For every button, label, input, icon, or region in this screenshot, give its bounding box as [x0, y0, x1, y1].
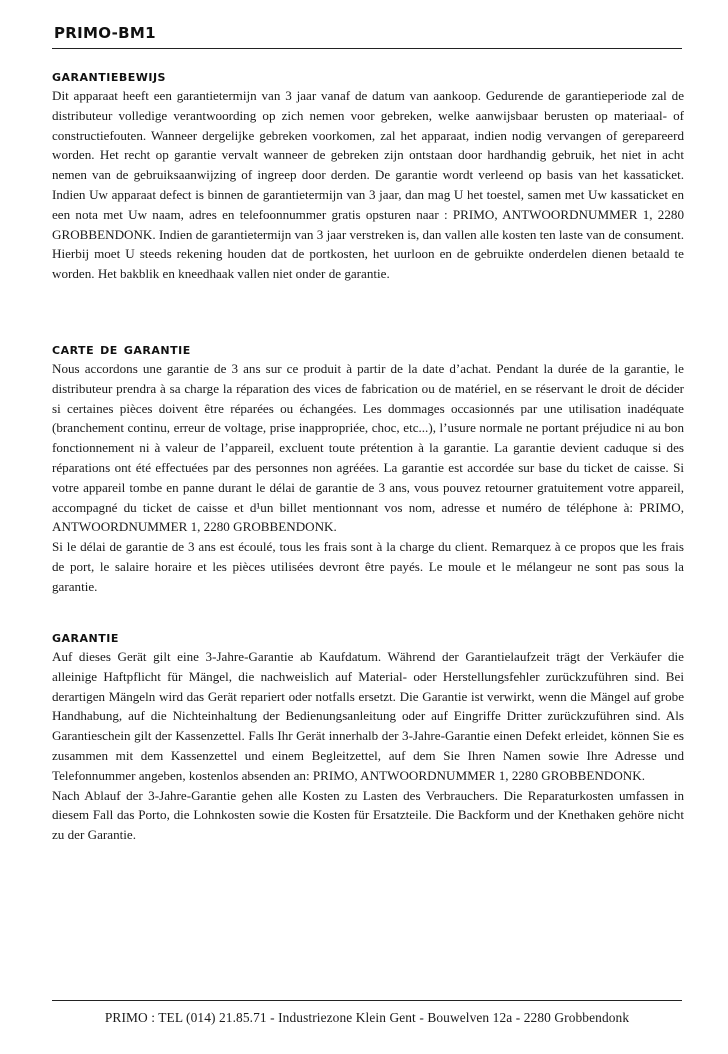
section-dutch-warranty [52, 66, 684, 284]
section-heading: carte de garantie [52, 339, 191, 358]
header-divider [52, 48, 682, 49]
section-paragraph: Dit apparaat heeft een garantietermijn van 3 jaar vanaf de datum van aankoop. Gedurende de garantieperiode zal de distributeur volledige verantwoording op zich nemen voor gebreken, welke aanwijsbaar berusten op materiaal- of constructiefouten. Wanneer dergelijke gebreken voorkomen, zal het apparaat, indien nodig vervangen of gerepareerd worden. Het recht op garantie vervalt wanneer de gebreken zijn ontstaan door hardhandig gebruik, het niet in acht nemen van de gebruiksaanwijzing of ingreep door derden. De garantie wordt verleend op basis van het kassaticket. Indien Uw apparaat defect is binnen de garantietermijn van 3 jaar, dan mag U het toestel, samen met Uw kassaticket en een nota met Uw naam, adres en telefoonnummer gratis opsturen naar : PRIMO, ANTWOORDNUMMER 1, 2280 GROBBENDONK. Indien de garantietermijn van 3 jaar verstreken is, dan vallen alle kosten ten laste van de consument. Hierbij moet U steeds rekening houden dat de portkosten, het uurloon en de gebruikte onderdelen dienen betaald te worden. Het bakblik en kneedhaak vallen niet onder de garantie. [52, 88, 684, 282]
section-heading: garantiebewijs [52, 66, 166, 85]
model-title: PRIMO-BM1 [54, 24, 156, 42]
section-german-warranty [52, 627, 684, 845]
section-paragraph: Nach Ablauf der 3-Jahre-Garantie gehen alle Kosten zu Lasten des Verbrauchers. Die Reparaturkosten umfassen in diesem Fall das Porto, die Lohnkosten sowie die Kosten für Ersatzteile. Die Backform und der Knethaken gehöre nicht zu der Garantie. [52, 787, 684, 843]
section-paragraph: Nous accordons une garantie de 3 ans sur ce produit à partir de la date d’achat. Pendant la durée de la garantie, le distributeur prendra à sa charge la réparation des vices de fabrication ou de matériel, en se réservant le droit de décider si certaines pièces doivent être réparées ou échangées. Les dommages occasionnés par une utilisation inadéquate (branchement continu, erreur de voltage, prise inappropriée, choc, etc...), l’usure normale ne portant préjudice ni au bon fonctionnement ni à valeur de l’appareil, excluent toute prétention à la garantie. La garantie devient caduque si des réparations ont été effectuées par des personnes non agréées. La garantie est accordée sur base du ticket de caisse. Si votre appareil tombe en panne durant le délai de garantie de 3 ans, vous pouvez retourner gratuitement votre appareil, accompagné du ticket de caisse et d¹un billet mentionnant vos nom, adresse et numéro de téléphone à: PRIMO, ANTWOORDNUMMER 1, 2280 GROBBENDONK. [52, 361, 684, 535]
section-paragraph: Auf dieses Gerät gilt eine 3-Jahre-Garantie ab Kaufdatum. Während der Garantielaufzeit trägt der Verkäufer die alleinige Haftpflicht für Mängel, die nachweislich auf Material- oder Herstellungsfehler zurückzuführen sind. Bei derartigen Mängeln wird das Gerät repariert oder notfalls ersetzt. Die Garantie ist verwirkt, wenn die Mängel auf grobe Handhabung, auf die Nichteinhaltung der Bedienungsanleitung oder auf Eingriffe Dritter zurückzuführen sind. Als Garantieschein gilt der Kassenzettel. Falls Ihr Gerät innerhalb der 3-Jahre-Garantie einen Defekt erleidet, können Sie es zusammen mit dem Kassenzettel und einem Begleitzettel, auf dem Sie Ihren Namen sowie Ihre Adresse und Telefonnummer angeben, kostenlos absenden an: PRIMO, ANTWOORDNUMMER 1, 2280 GROBBENDONK. [52, 649, 684, 783]
footer-divider [52, 1000, 682, 1001]
section-french-warranty [52, 339, 684, 597]
footer-contact: PRIMO : TEL (014) 21.85.71 - Industriezone Klein Gent - Bouwelven 12a - 2280 Grobbendonk [104, 1010, 630, 1025]
section-paragraph: Si le délai de garantie de 3 ans est écoulé, tous les frais sont à la charge du client. Remarquez à ce propos que les frais de port, le salaire horaire et les pièces utilisées devront être payés. Le moule et le mélangeur ne sont pas sous la garantie. [52, 539, 684, 594]
section-heading: garantie [52, 627, 119, 646]
